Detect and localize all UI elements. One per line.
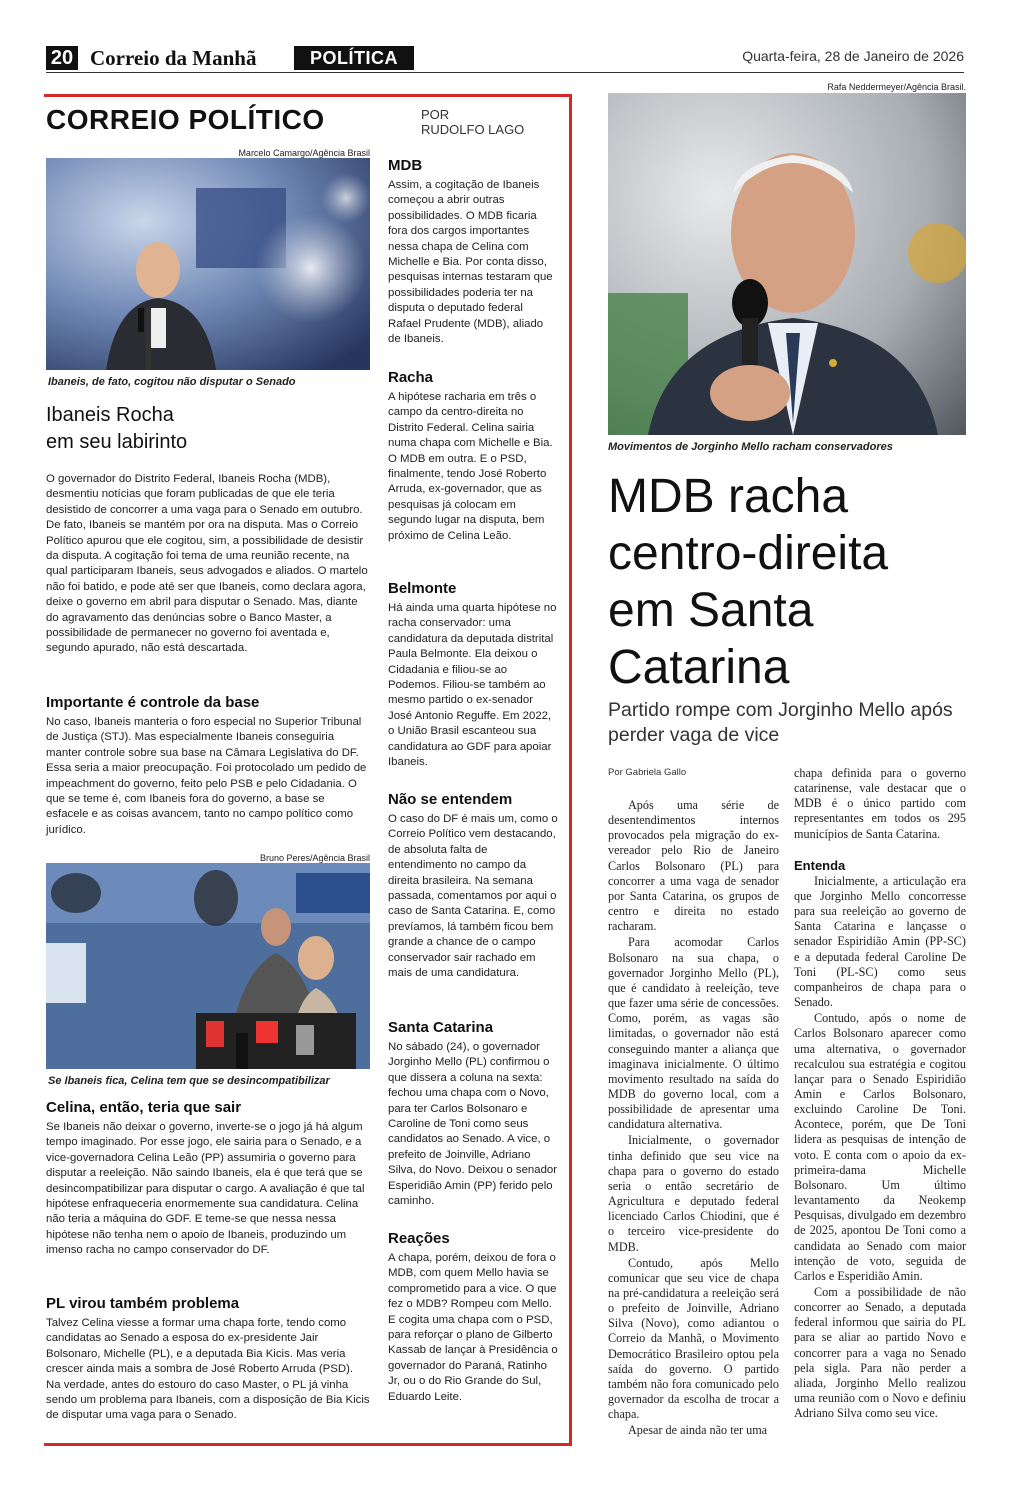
section-belmonte-text: Há ainda uma quarta hipótese no racha conservador: uma candidatura da deputada distrital Paula Belmonte. Ela deixou o Cidadania e filiou-se ao Podemos. Filiou-se também ao mesmo partido o ex-senador José Antonio Reguffe. Em 2022, o União Brasil escanteou sua candidatura ao GDF para apoiar Ibaneis. xyxy=(388,602,557,769)
headline-line-1: Ibaneis Rocha xyxy=(46,404,174,426)
photo-credit: Rafa Neddermeyer/Agência Brasil. xyxy=(827,82,966,92)
section-celina-text: Se Ibaneis não deixar o governo, inverte-se o jogo já há algum tempo imaginado. Por esse jogo, ele sairia para o Senado, e a vice-governadora Celina Leão (PP) assumiria o governo para disputar a reeleição. Não saindo Ibaneis, ela é que terá que se desincompatibilizar para disputar o cargo. A avaliação é que tal hipótese enfraqueceria enormemente sua candidatura. Celina não teria a máquina do GDF. E teme-se que nessa nessa hipótese não tenha nem o apoio de Ibaneis, produzindo um imenso racha no campo conservador do DF. xyxy=(46,1121,365,1257)
column-lead-text: O governador do Distrito Federal, Ibaneis Rocha (MDB), desmentiu notícias que foram publicadas de que ele teria desistido de concorrer a uma vaga para o Senado em outubro. De fato, Ibaneis se mantém por ora na disputa. Mas o Correio Político apurou que ele cogitou, sim, a possibilidade de desistir da disputa. A cogitação foi tema de uma reunião recente, na qual participaram Ibaneis, seus advogados e aliados. O martelo não foi batido, e pode até ser que Ibaneis, como declara agora, deixe o governo em abril para disputar o Senado. Mas, diante do agravamento das denúncias sobre o Banco Master, a possibilidade de permanecer no governo foi aventada e, segundo apurado, não está descartada. xyxy=(46,473,368,655)
jorginho-photo xyxy=(608,93,966,435)
article-author: Por Gabriela Gallo xyxy=(608,767,687,778)
photo-caption: Se Ibaneis fica, Celina tem que se desincompatibilizar xyxy=(48,1075,330,1087)
section-nao-se-entendem-text: O caso do DF é mais um, como o Correio Político vem destacando, de absoluta falta de entendimento no campo da direita brasileira. Na semana passada, comentamos por aqui o caso de Santa Catarina. E, como prevíamos, lá também ficou bem grande a chance de o campo conservador sair rachado em mais de uma candidatura. xyxy=(388,813,558,980)
celina-photo xyxy=(46,863,370,1069)
subhead-belmonte: Belmonte xyxy=(388,580,457,597)
main-headline: MDB racha centro-direita em Santa Catarina xyxy=(608,470,889,694)
photo-credit: Marcelo Camargo/Agência Brasil xyxy=(238,148,370,158)
subhead-racha: Racha xyxy=(388,369,434,386)
subhead-reacoes: Reações xyxy=(388,1230,450,1247)
article-paragraph: Para acomodar Carlos Bolsonaro na sua chapa, o governador Jorginho Mello (PL), que é candidato à reeleição, teve que fazer uma série de concessões. Como, porém, as vagas são limitadas, o governador não está conseguindo manter a aliança que imaginava inicialmente. O último movimento resultado na saída do MDB do governo local, com a possibilidade de apresentar uma candidatura alternativa. xyxy=(608,935,779,1132)
article-paragraph: Contudo, após o nome de Carlos Bolsonaro aparecer como uma alternativa, o governador recalculou sua estratégia e cogitou lançar para o Senado Espiridião Amin e Carlos Bolsonaro, excluindo Caroline De Toni. Acontece, porém, que De Toni lidera as pesquisas de intenção de voto. E conta com o apoio da ex-primeira-dama Michelle Bolsonaro. Um último levantamento da Neokemp Pesquisas, divulgado em dezembro de 2025, apontou De Toni como a candidata ao Senado com maior intenção de voto, seguida de Carlos e Esperidião Amin. xyxy=(794,1011,966,1283)
ibaneis-photo xyxy=(46,158,370,370)
section-controle-base-text: No caso, Ibaneis manteria o foro especial no Superior Tribunal de Justiça (STJ). Mas especialmente Ibaneis conseguiria manter controle sobre sua base na Câmara Legislativa do DF. Essa seria a maior preocupação. Foi protocolado um pedido de impeachment do governo, feito pelo PSB e pelo Cidadania. O que se teme é, com Ibaneis fora do governo, a base se esfacele e as coisas avancem, tanto no campo político como jurídico. xyxy=(46,716,367,836)
article-column-2 xyxy=(794,766,966,1421)
column-box-top-rule xyxy=(44,94,572,97)
column-box-right-rule xyxy=(569,94,572,1446)
column-byline xyxy=(421,107,561,137)
article-paragraph: Com a possibilidade de não concorrer ao Senado, a deputada federal informou que sairia do PL para se aliar ao partido Novo e concorrer para a vaga no Senado pela sigla. Para não perder a aliada, Jorginho Mello realizou uma reunião com o Novo e definiu Adriano Silva como seu vice. xyxy=(794,1285,966,1421)
section-santa-catarina-text: No sábado (24), o governador Jorginho Mello (PL) confirmou o que dissera a coluna na sexta: fechou uma chapa com o Novo, para ter Carlos Bolsonaro e Caroline de Toni como seus candidatos ao Senado. A vice, o prefeito de Joinville, Adriano Silva, do Novo. Deixou o senador Esperidião Amin (PP) ferido pelo caminho. xyxy=(388,1041,558,1208)
byline-author: RUDOLFO LAGO xyxy=(421,122,525,137)
section-mdb-text: Assim, a cogitação de Ibaneis começou a abrir outras possibilidades. O MDB ficaria fora dos cargos importantes nessa chapa de Celina com Michelle e Bia. Por conta disso, pesquisas internas testaram que possibilidades poderia ter na disputa o deputado federal Rafael Prudente (MDB), aliado de Ibaneis. xyxy=(388,179,553,346)
subhead-controle-base: Importante é controle da base xyxy=(46,694,260,711)
header-divider xyxy=(46,72,964,73)
photo-caption: Movimentos de Jorginho Mello racham conservadores xyxy=(608,441,893,453)
subhead-entenda: Entenda xyxy=(794,857,846,873)
section-tag: POLÍTICA xyxy=(294,46,414,70)
article-column-1 xyxy=(608,798,779,1439)
article-dek: Partido rompe com Jorginho Mello após perder vaga de vice xyxy=(608,699,953,746)
subhead-mdb: MDB xyxy=(388,157,423,174)
article-paragraph: Inicialmente, o governador tinha definido que seu vice na chapa para o governo do estado seria o então secretário de Agricultura e deputado federal licenciado Carlos Chiodini, que é o terceiro vice-presidente do MDB. xyxy=(608,1133,779,1254)
byline-prefix: POR xyxy=(421,107,450,122)
subhead-pl: PL virou também problema xyxy=(46,1295,240,1312)
section-racha-text: A hipótese racharia em três o campo da centro-direita no Distrito Federal. Celina sairia numa chapa com Michelle e Bia. O MDB em outra. E o PSD, finalmente, tendo José Roberto Arruda, ex-governador, que as pesquisas já colocam em segundo lugar na disputa, bem próximo de Celina Leão. xyxy=(388,391,553,542)
photo-caption: Ibaneis, de fato, cogitou não disputar o Senado xyxy=(48,376,296,388)
section-reacoes-text: A chapa, porém, deixou de fora o MDB, com quem Mello havia se comprometido para a vice. O que fez o MDB? Rompeu com Mello. E cogita uma chapa com o PSD, para reforçar o plano de Gilberto Kassab de lançar à Presidência o governador do Paraná, Ratinho Jr, ou o do Rio Grande do Sul, Eduardo Leite. xyxy=(388,1252,558,1403)
column-headline xyxy=(46,402,366,456)
section-pl-text: Talvez Celina viesse a formar uma chapa forte, tendo como candidatas ao Senado a esposa do ex-presidente Jair Bolsonaro, Michelle (PL), e a deputada Bia Kicis. Mas veria crescer ainda mais a sombra de José Roberto Arruda (PSD). Na verdade, antes do estouro do caso Master, o PL já vinha sendo um problema para Ibaneis, com a disposição de Bia Kicis de disputar uma vaga para o Senado. xyxy=(46,1317,370,1422)
article-paragraph: Após uma série de desentendimentos internos provocados pela migração do ex-vereador pelo Rio de Janeiro Carlos Bolsonaro (PL) para concorrer a uma vaga de senador por Santa Catarina, os grupos de centro e direita no estado racharam. xyxy=(608,798,779,934)
subhead-santa-catarina: Santa Catarina xyxy=(388,1019,494,1036)
issue-date: Quarta-feira, 28 de Janeiro de 2026 xyxy=(742,48,964,64)
photo-credit: Bruno Peres/Agência Brasil xyxy=(259,853,370,863)
article-paragraph: Inicialmente, a articulação era que Jorginho Mello concorresse para sua reeleição ao governo de Santa Catarina e lançasse o senador Espiridião Amin (PP-SC) e a deputada federal Caroline De Toni (PL-SC) como seus companheiros de chapa para o Senado. xyxy=(794,873,966,1010)
masthead-logo: Correio da Manhã xyxy=(90,46,257,70)
headline-line-2: em seu labirinto xyxy=(46,431,188,453)
subhead-nao-se-entendem: Não se entendem xyxy=(388,791,513,808)
column-title: CORREIO POLÍTICO xyxy=(46,104,325,135)
article-paragraph: chapa definida para o governo catarinense, vale destacar que o MDB é o único partido com representantes em todos os 295 municípios de Santa Catarina. xyxy=(794,766,966,841)
column-box-bottom-rule xyxy=(44,1443,572,1446)
subhead-celina: Celina, então, teria que sair xyxy=(46,1099,242,1116)
page-number: 20 xyxy=(46,46,78,70)
article-paragraph: Apesar de ainda não ter uma xyxy=(628,1423,768,1438)
article-paragraph: Contudo, após Mello comunicar que seu vice de chapa na pré-candidatura a reeleição será o prefeito de Joinville, Adriano Silva (Novo), como adiantou o Correio da Manhã, o Movimento Democrático Brasileiro optou pela saída do governo. O partido também não fora comunicado pelo governador da escolha de trocar a chapa. xyxy=(608,1255,779,1422)
